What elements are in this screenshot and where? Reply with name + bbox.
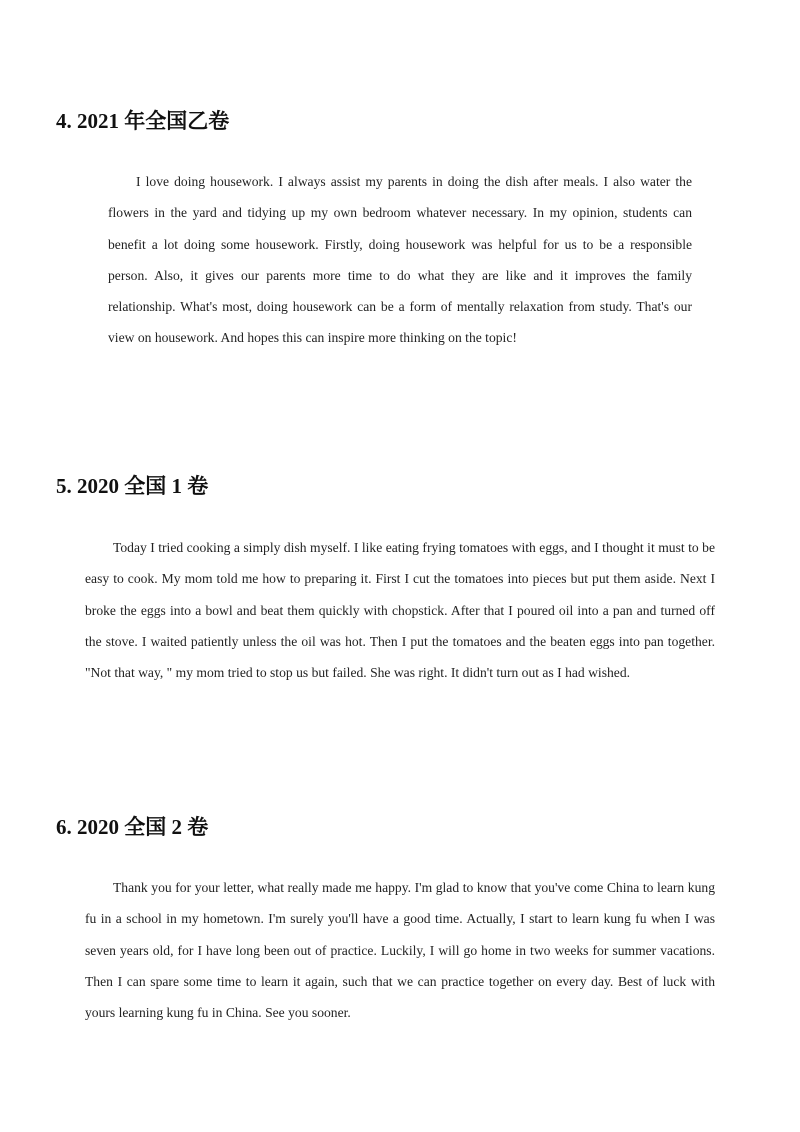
section-heading: 4. 2021 年全国乙卷 (56, 109, 230, 133)
section-paragraph: Today I tried cooking a simply dish myself. I like eating frying tomatoes with eggs, and I thought it must to be easy to cook. My mom told me how to preparing it. First I cut the tomatoes into pieces but put them aside. Next I broke the eggs into a bowl and beat them quickly with chopstick. After that I poured oil into a pan and turned off the stove. I waited patiently unless the oil was hot. Then I put the tomatoes and the beaten eggs into pan together. "Not that way, " my mom tried to stop us but failed. She was right. It didn't turn out as I had wished. (85, 540, 715, 681)
section-heading: 6. 2020 全国 2 卷 (56, 815, 209, 839)
section-heading: 5. 2020 全国 1 卷 (56, 474, 209, 498)
section-paragraph: I love doing housework. I always assist my parents in doing the dish after meals. I also water the flowers in the yard and tidying up my own bedroom whatever necessary. In my opinion, students can benefit a lot doing some housework. Firstly, doing housework was helpful for us to be a responsible person. Also, it gives our parents more time to do what they are like and it improves the family relationship. What's most, doing housework can be a form of mentally relaxation from study. That's our view on housework. And hopes this can inspire more thinking on the topic! (108, 174, 692, 346)
section-paragraph: Thank you for your letter, what really made me happy. I'm glad to know that you've come China to learn kung fu in a school in my hometown. I'm surely you'll have a good time. Actually, I start to learn kung fu when I was seven years old, for I have long been out of practice. Luckily, I will go home in two weeks for summer vacations. Then I can spare some time to learn it again, such that we can practice together on every day. Best of luck with yours learning kung fu in China. See you sooner. (85, 880, 715, 1021)
